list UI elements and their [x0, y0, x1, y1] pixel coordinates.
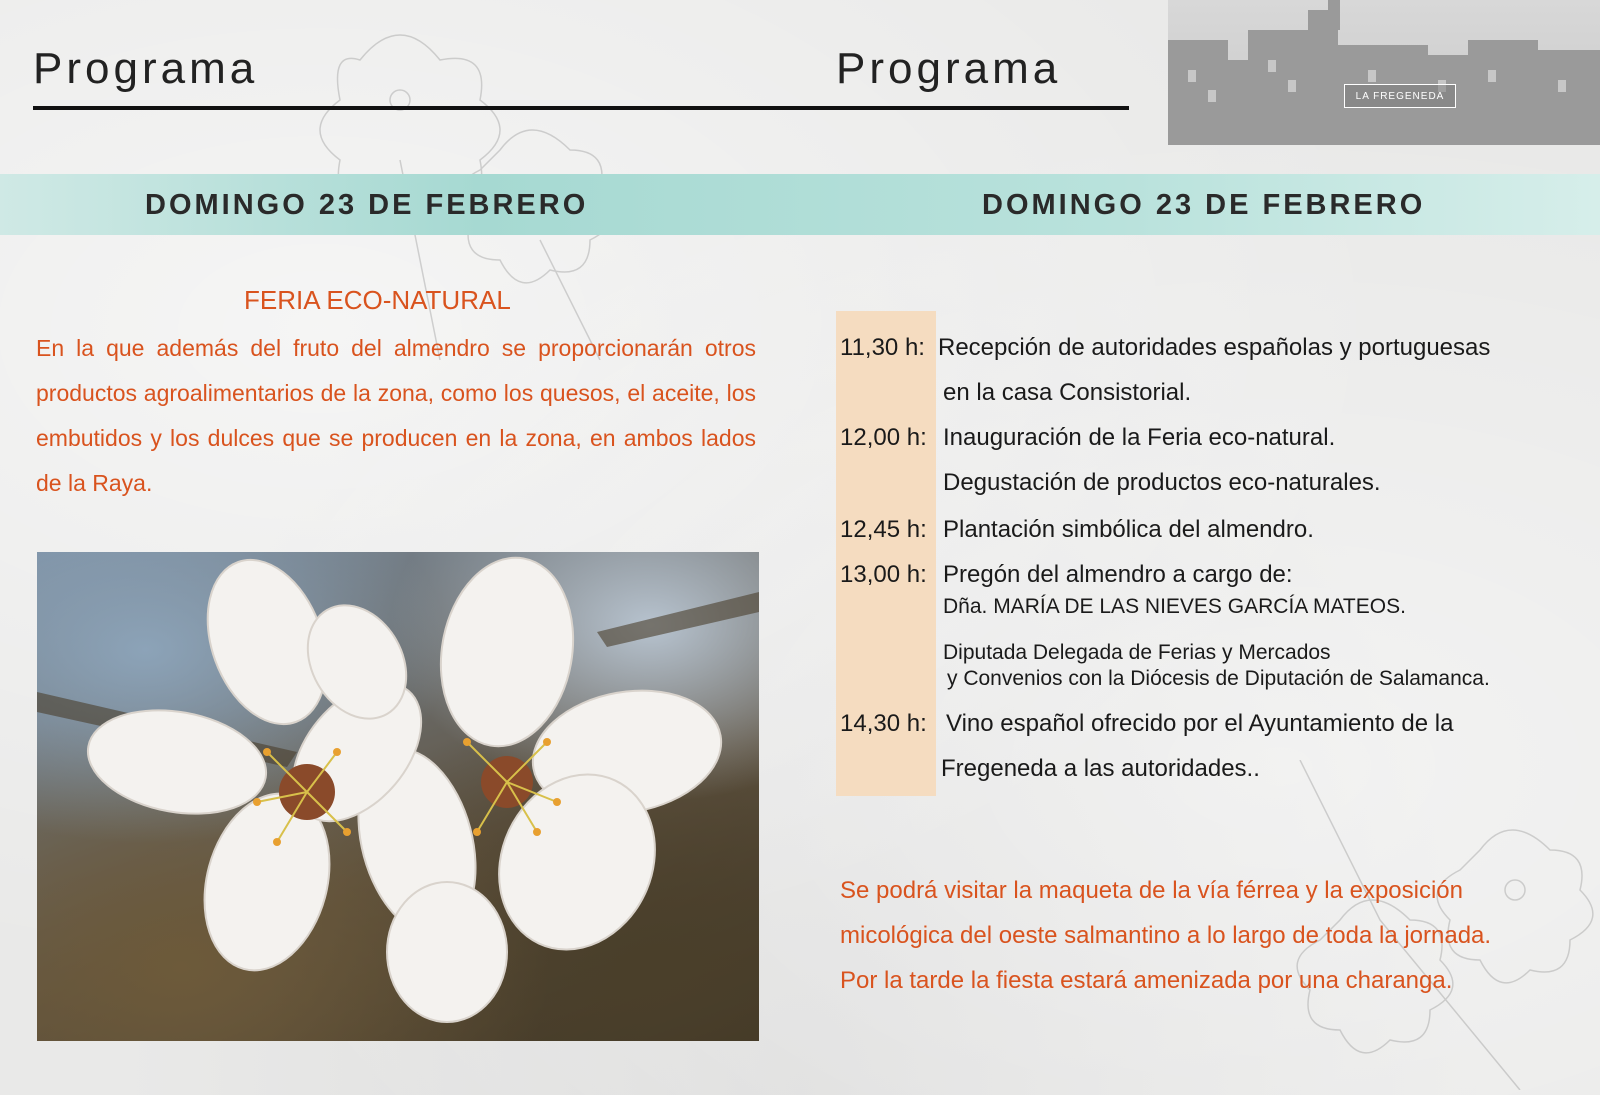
page-title-left: Programa [33, 44, 259, 93]
info-line: Por la tarde la fiesta estará amenizada por una charanga. [840, 967, 1453, 994]
schedule-text: Pregón del almendro a cargo de: [943, 561, 1293, 588]
town-badge: LA FREGENEDA [1344, 84, 1456, 108]
feria-title: FERIA ECO-NATURAL [244, 285, 511, 315]
speaker-role: y Convenios con la Diócesis de Diputación de Salamanca. [947, 667, 1490, 690]
schedule-time: 12,00 h: [840, 424, 927, 451]
schedule-text: Recepción de autoridades españolas y portuguesas [938, 334, 1491, 361]
date-heading-left: DOMINGO 23 DE FEBRERO [145, 189, 589, 221]
schedule-time: 11,30 h: [840, 334, 925, 361]
speaker-role: Diputada Delegada de Ferias y Mercados [943, 641, 1331, 664]
schedule-time: 13,00 h: [840, 561, 927, 588]
schedule-text: Plantación simbólica del almendro. [943, 516, 1314, 543]
schedule-time: 12,45 h: [840, 516, 927, 543]
schedule-text: Degustación de productos eco-naturales. [943, 469, 1381, 496]
schedule-text: Inauguración de la Feria eco-natural. [943, 424, 1336, 451]
additional-info [840, 868, 1491, 1003]
town-skyline [1168, 0, 1600, 145]
schedule-text: Vino español ofrecido por el Ayuntamiento de la [946, 710, 1454, 737]
almond-blossom-photo [37, 552, 759, 1041]
schedule-time: 14,30 h: [840, 710, 927, 737]
almond-blossom-illustration [37, 552, 759, 1041]
header-divider [33, 106, 1129, 110]
schedule-text: Fregeneda a las autoridades.. [941, 755, 1260, 782]
info-line: Se podrá visitar la maqueta de la vía férrea y la exposición [840, 877, 1464, 904]
date-heading-right: DOMINGO 23 DE FEBRERO [982, 189, 1426, 221]
town-sketch-image [1168, 0, 1600, 145]
info-line: micológica del oeste salmantino a lo largo de toda la jornada. [840, 922, 1492, 949]
schedule-text: en la casa Consistorial. [943, 379, 1192, 406]
page-title-right: Programa [836, 44, 1062, 93]
speaker-name: Dña. MARÍA DE LAS NIEVES GARCÍA MATEOS. [943, 595, 1406, 618]
feria-description: En la que además del fruto del almendro se proporcionarán otros productos agroalimentarios de la zona, como los quesos, el aceite, los embutidos y los dulces que se producen en la zona, en ambos lados de la Raya. [36, 335, 756, 496]
